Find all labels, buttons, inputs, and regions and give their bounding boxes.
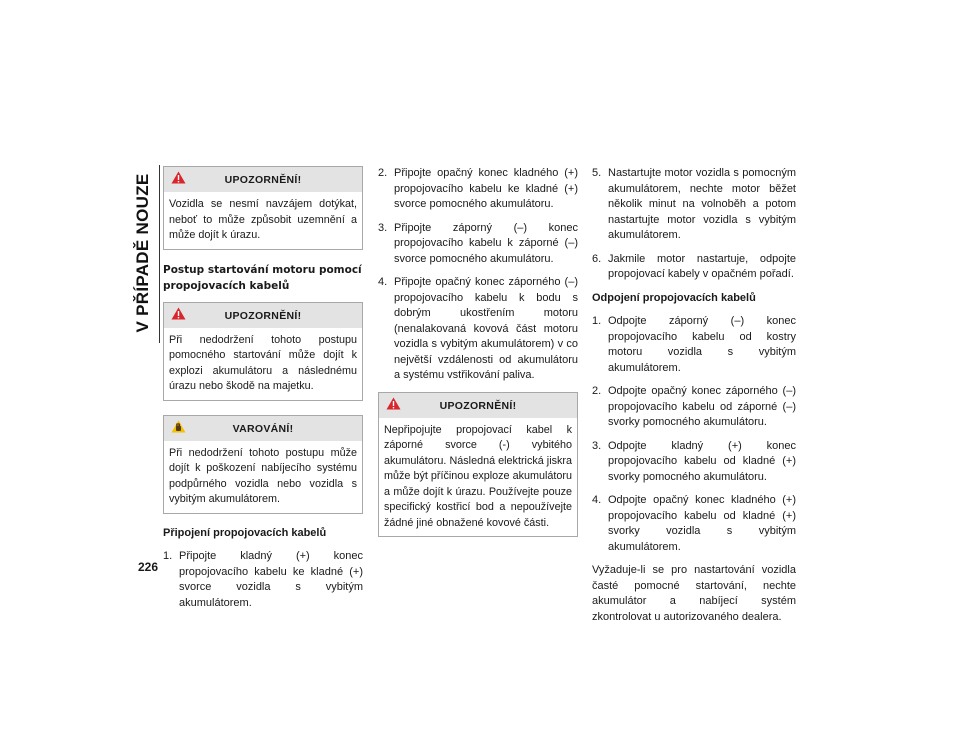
connect-steps-continued [378,166,578,384]
step-number: 4. [378,276,388,288]
step-number: 3. [378,221,388,234]
step-text: Připojte opačný konec záporného (–) propojovacího kabelu k bodu s dobrým ukostřením motoru (nenalakovaná kovová část motoru vozidla s vybitým akumulátorem) v co největší vzdálenosti od akumulátoru a systému vstřikování paliva. [394,276,578,381]
section-heading: Postup startování motoru pomocí propojovacích kabelů [163,263,362,292]
column-1 [163,166,363,619]
step-text: Jakmile motor nastartuje, odpojte propojovací kabely v opačném pořadí. [608,252,796,280]
caution-text: Při nedodržení tohoto postupu může dojít k poškození nabíjecího systému podpůrného vozidla nebo vozidla s vybitým akumulátorem. [169,446,357,505]
step-text: Nastartujte motor vozidla s pomocným akumulátorem, nechte motor běžet několik minut na volnoběh a potom nastartujte motor vozidla s vybitým akumulátorem. [608,167,796,241]
disconnect-steps [592,314,796,555]
warning-title: UPOZORNĚNÍ! [224,174,302,186]
section-tab-label: V PŘÍPADĚ NOUZE [133,173,152,333]
step-text: Připojte opačný konec kladného (+) propojovacího kabelu ke kladné (+) svorce pomocného akumulátoru. [394,167,578,210]
step-number: 1. [592,315,602,327]
disconnect-heading: Odpojení propojovacích kabelů [592,291,756,304]
step-number: 2. [592,385,602,397]
caution-title: VAROVÁNÍ! [232,422,294,435]
caution-box [163,415,363,514]
warning-header [164,167,362,192]
list-item [592,439,796,486]
step-number: 6. [592,252,602,265]
step-text: Připojte záporný (–) konec propojovacího kabelu k záporné (–) svorce pomocného akumulátoru. [394,221,578,265]
list-item [592,166,796,244]
connect-heading: Připojení propojovacích kabelů [163,526,327,539]
list-item [592,314,796,376]
start-steps [592,166,796,283]
warning-header [379,393,577,418]
step-number: 1. [163,550,173,562]
step-text: Připojte kladný (+) konec propojovacího kabelu ke kladné (+) svorce vozidla s vybitým akumulátorem. [179,550,363,609]
column-2 [378,166,578,549]
section-divider [159,165,160,343]
list-item [378,275,578,384]
step-number: 2. [378,167,388,179]
caution-header [164,416,362,441]
step-text: Odpojte záporný (–) konec propojovacího kabelu od kostry motoru vozidla s vybitým akumulátorem. [608,315,796,374]
list-item [592,493,796,555]
list-item [592,384,796,431]
step-number: 3. [592,439,602,452]
list-item [163,549,363,611]
step-number: 5. [592,167,602,179]
step-text: Odpojte opačný konec kladného (+) propojovacího kabelu od kladné (+) svorky vozidla s vybitým akumulátorem. [608,494,796,553]
closing-paragraph: Vyžaduje-li se pro nastartování vozidla časté pomocné startování, nechte akumulátor a nabíjecí systém zkontrolovat u autorizovaného dealera. [592,564,796,623]
warning-box [163,302,363,401]
warning-header [164,303,362,328]
warning-box [163,166,363,250]
step-number: 4. [592,494,602,506]
page-number: 226 [138,560,159,574]
section-tab [126,168,160,338]
list-item [592,252,796,283]
step-text: Odpojte kladný (+) konec propojovacího kabelu od kladné (+) svorky pomocného akumulátoru. [608,439,796,483]
warning-text: Vozidla se nesmí navzájem dotýkat, neboť to může způsobit uzemnění a může dojít k úrazu. [169,198,357,241]
warning-text: Při nedodržení tohoto postupu pomocného startování může dojít k explozi akumulátoru a následnému úrazu nebo škodě na majetku. [169,333,357,392]
connect-steps [163,549,363,611]
warning-box [378,392,578,538]
list-item [378,221,578,268]
warning-title: UPOZORNĚNÍ! [439,399,517,412]
warning-text: Nepřipojujte propojovací kabel k záporné svorce (-) vybitého akumulátoru. Následná elektrická jiskra může být příčinou exploze akumulátoru a může dojít k úrazu. Používejte pouze specifický kostřicí bod a nepoužívejte žádné jiné obnažené kovové části. [384,423,572,529]
warning-title: UPOZORNĚNÍ! [224,309,302,322]
step-text: Odpojte opačný konec záporného (–) propojovacího kabelu od záporné (–) svorky pomocného akumulátoru. [608,385,796,428]
list-item [378,166,578,213]
column-3 [592,166,796,625]
